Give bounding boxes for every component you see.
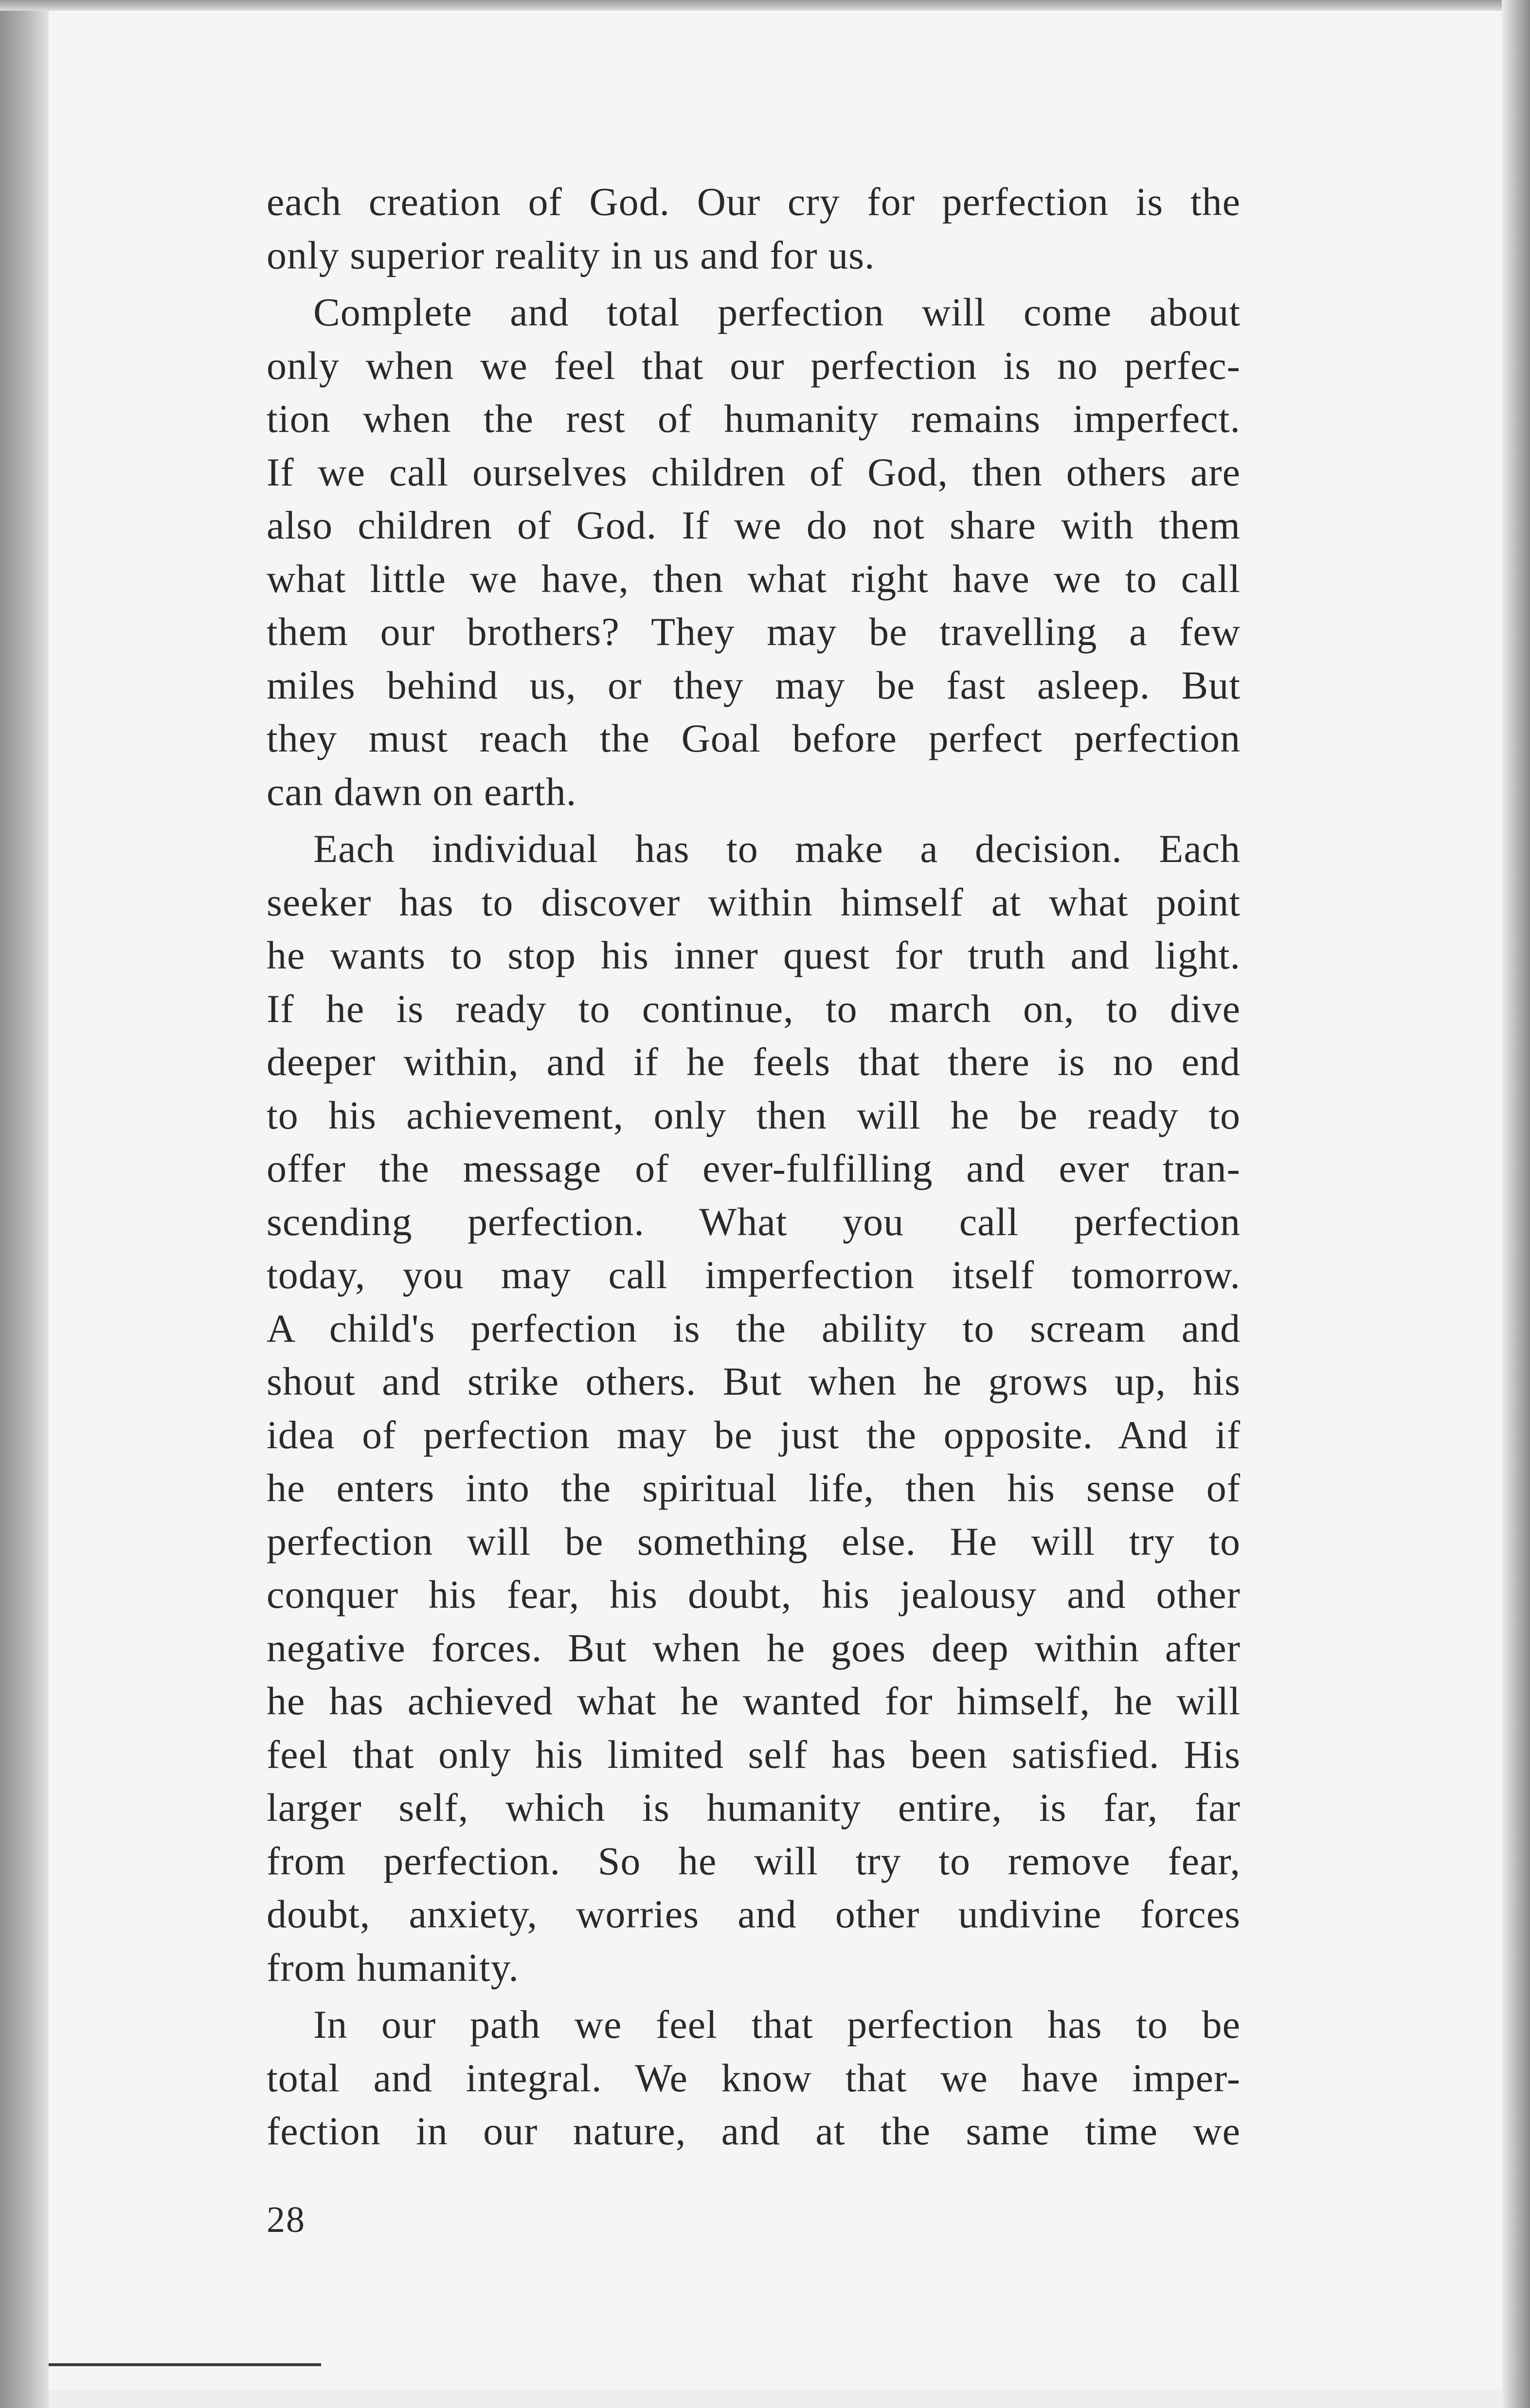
paragraph [267,1998,1241,2158]
text-line: perfection will be something else. He will try to [267,1519,1241,1563]
paragraph [267,175,1241,282]
text-line: can dawn on earth. [267,769,577,814]
text-line: deeper within, and if he feels that there is no end [267,1040,1241,1084]
text-line: to his achievement, only then will he be ready to [267,1093,1241,1137]
text-line: negative forces. But when he goes deep within after [267,1625,1241,1670]
text-line: he enters into the spiritual life, then his sense of [267,1466,1241,1510]
text-line: from humanity. [267,1945,519,1990]
text-line: today, you may call imperfection itself tomorrow. [267,1253,1241,1297]
text-line: miles behind us, or they may be fast asleep. But [267,663,1241,707]
text-line: tion when the rest of humanity remains imperfect. [267,396,1241,441]
paragraph [267,822,1241,1994]
text-line: If we call ourselves children of God, then others are [267,449,1241,494]
text-line: he has achieved what he wanted for himself, he will [267,1679,1241,1723]
scan-top-edge [0,0,1530,11]
body-text [267,175,1241,2158]
text-line: seeker has to discover within himself at what point [267,880,1241,924]
text-line: fection in our nature, and at the same time we [267,2109,1241,2153]
text-line: total and integral. We know that we have imper- [267,2055,1241,2100]
text-line: conquer his fear, his doubt, his jealousy and other [267,1572,1241,1617]
text-line: If he is ready to continue, to march on, to dive [267,986,1241,1031]
text-line: only superior reality in us and for us. [267,233,875,277]
scan-left-edge [0,0,49,2408]
text-line: only when we feel that our perfection is no perfec- [267,343,1241,388]
text-line: them our brothers? They may be travelling a few [267,610,1241,654]
text-line: shout and strike others. But when he grows up, his [267,1359,1241,1403]
scan-bottom-shadow [49,2363,321,2366]
text-line: he wants to stop his inner quest for truth and light. [267,933,1241,977]
text-line: each creation of God. Our cry for perfection is the [267,180,1241,224]
text-line: also children of God. If we do not share with them [267,503,1241,547]
text-line: they must reach the Goal before perfect perfection [267,716,1241,760]
scan-right-edge [1502,0,1530,2408]
text-line: idea of perfection may be just the opposite. And if [267,1412,1241,1457]
text-line: feel that only his limited self has been satisfied. His [267,1732,1241,1777]
text-line: offer the message of ever-fulfilling and ever tran- [267,1146,1241,1190]
page-number: 28 [267,2199,306,2240]
text-line: doubt, anxiety, worries and other undivine forces [267,1892,1241,1936]
text-line: A child's perfection is the ability to scream and [267,1306,1241,1350]
text-line: larger self, which is humanity entire, is far, far [267,1785,1241,1830]
text-line: what little we have, then what right have we to call [267,556,1241,601]
text-line: scending perfection. What you call perfection [267,1199,1241,1244]
text-line: Each individual has to make a decision. Each [313,827,1241,871]
text-line: Complete and total perfection will come about [313,290,1241,334]
paragraph [267,286,1241,818]
text-line: from perfection. So he will try to remove fear, [267,1838,1241,1883]
text-line: In our path we feel that perfection has to be [313,2002,1241,2047]
